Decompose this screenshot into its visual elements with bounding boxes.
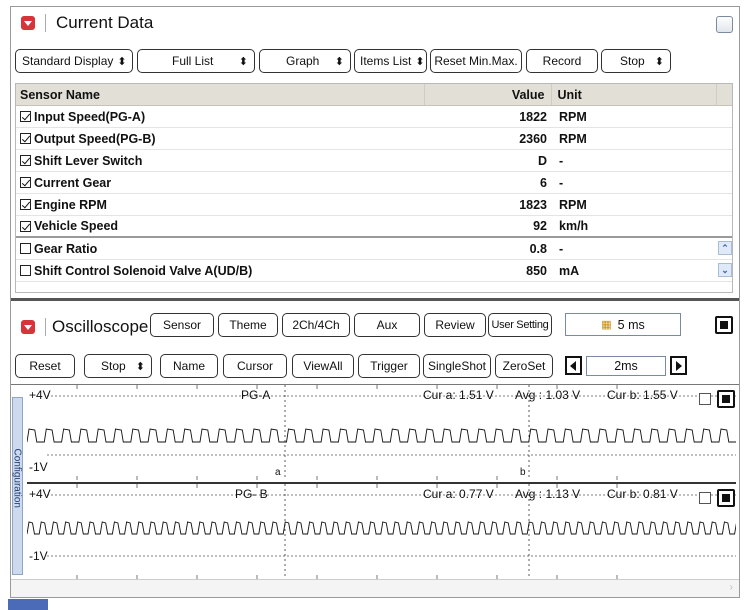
- sensor-value: 6: [540, 175, 547, 190]
- table-row[interactable]: [16, 260, 732, 282]
- window-option-checkbox[interactable]: [716, 16, 733, 33]
- review-button[interactable]: Review: [424, 313, 486, 337]
- column-header-unit[interactable]: Unit: [552, 84, 718, 105]
- cursor-a-readout: Cur a: 1.51 V: [423, 388, 494, 402]
- record-button[interactable]: Record: [526, 49, 598, 73]
- scroll-down-icon[interactable]: ⌄: [718, 263, 732, 277]
- row-checkbox[interactable]: [20, 243, 31, 254]
- theme-button[interactable]: Theme: [218, 313, 278, 337]
- average-readout: Avg : 1.03 V: [515, 388, 581, 402]
- sensor-unit: -: [559, 175, 564, 190]
- column-header-name[interactable]: Sensor Name: [16, 84, 425, 105]
- updown-icon: ⬍: [654, 55, 664, 68]
- channel-mode-button[interactable]: 2Ch/4Ch: [282, 313, 350, 337]
- oscilloscope-title: Oscilloscope: [52, 317, 149, 336]
- column-header-value[interactable]: Value: [425, 84, 552, 105]
- updown-icon: ⬍: [415, 55, 425, 68]
- standard-display-select[interactable]: Standard Display ⬍: [15, 49, 133, 73]
- sample-time-icon: ▦: [601, 319, 612, 331]
- current-data-header: [11, 7, 153, 39]
- oscilloscope-header: [11, 311, 148, 343]
- cursor-a-marker: a: [275, 467, 281, 478]
- sensor-unit: -: [559, 153, 564, 168]
- sensor-value: 2360: [519, 131, 547, 146]
- graph-select[interactable]: Graph ⬍: [259, 49, 351, 73]
- aux-button[interactable]: Aux: [354, 313, 420, 337]
- sample-time-display[interactable]: ▦ 5 ms: [565, 313, 681, 336]
- channel-a-checkbox[interactable]: [699, 393, 711, 405]
- sensor-name: Input Speed(PG-A): [34, 109, 146, 124]
- table-row[interactable]: [16, 106, 732, 128]
- cursor-button[interactable]: Cursor: [223, 354, 287, 378]
- current-data-title: Current Data: [56, 13, 154, 32]
- user-setting-button[interactable]: User Setting: [488, 313, 552, 337]
- channel-top-scale: +4V: [29, 388, 51, 402]
- channel-bottom-scale: -1V: [29, 549, 48, 563]
- stop-select[interactable]: Stop ⬍: [601, 49, 671, 73]
- divider: [45, 318, 46, 336]
- updown-icon: ⬍: [135, 360, 145, 373]
- viewall-button[interactable]: ViewAll: [292, 354, 354, 378]
- sensor-name: Output Speed(PG-B): [34, 131, 156, 146]
- timebase-display: 2ms: [586, 356, 666, 376]
- singleshot-button[interactable]: SingleShot: [423, 354, 491, 378]
- row-checkbox[interactable]: [20, 199, 31, 210]
- run-stop-button[interactable]: [715, 316, 733, 334]
- scroll-up-icon[interactable]: ⌃: [718, 241, 732, 255]
- channel-b-trace[interactable]: [27, 482, 736, 577]
- sensor-name: Gear Ratio: [34, 241, 98, 256]
- sensor-value: 1823: [519, 197, 547, 212]
- scope-display: [11, 384, 739, 579]
- cursor-a-readout: Cur a: 0.77 V: [423, 487, 494, 501]
- channel-b-checkbox[interactable]: [699, 492, 711, 504]
- cursor-b-marker: b: [520, 467, 526, 478]
- sensor-value: 92: [533, 219, 547, 233]
- collapse-icon[interactable]: [21, 320, 35, 334]
- sensor-unit: RPM: [559, 197, 587, 212]
- name-button[interactable]: Name: [160, 354, 218, 378]
- sensor-button[interactable]: Sensor: [150, 313, 214, 337]
- channel-bottom-scale: -1V: [29, 460, 48, 474]
- horizontal-scrollbar[interactable]: [11, 579, 739, 597]
- sensor-value: 0.8: [529, 241, 547, 256]
- collapse-icon[interactable]: [21, 16, 35, 30]
- full-list-select[interactable]: Full List ⬍: [137, 49, 255, 73]
- cursor-b-readout: Cur b: 1.55 V: [607, 388, 678, 402]
- sensor-unit: RPM: [559, 109, 587, 124]
- table-row[interactable]: [16, 150, 732, 172]
- channel-top-scale: +4V: [29, 487, 51, 501]
- table-header: [16, 84, 732, 106]
- row-checkbox[interactable]: [20, 265, 31, 276]
- cursor-b-readout: Cur b: 0.81 V: [607, 487, 678, 501]
- channel-a-trace[interactable]: [27, 385, 736, 480]
- scroll-right-icon[interactable]: ›: [729, 582, 733, 593]
- zeroset-button[interactable]: ZeroSet: [495, 354, 553, 378]
- table-row[interactable]: [16, 216, 732, 238]
- timebase-increase-icon[interactable]: [670, 356, 687, 375]
- panel-divider[interactable]: [11, 298, 739, 301]
- sensor-name: Vehicle Speed: [34, 219, 119, 233]
- sensor-name: Shift Control Solenoid Valve A(UD/B): [34, 263, 253, 278]
- sensor-name: Engine RPM: [34, 197, 107, 212]
- row-checkbox[interactable]: [20, 155, 31, 166]
- channel-b-stop-button[interactable]: [717, 489, 735, 507]
- waveform-trace: [27, 522, 736, 534]
- divider: [45, 14, 46, 32]
- updown-icon: ⬍: [238, 55, 248, 68]
- table-row[interactable]: [16, 172, 732, 194]
- taskbar-tab: [8, 599, 48, 610]
- sensor-unit: RPM: [559, 131, 587, 146]
- reset-minmax-button[interactable]: Reset Min.Max.: [430, 49, 522, 73]
- main-window: [10, 6, 740, 598]
- sensor-value: 1822: [519, 109, 547, 124]
- configuration-side-tab[interactable]: Configuration: [12, 397, 23, 575]
- sensor-unit: mA: [559, 263, 580, 278]
- sensor-value: 850: [526, 263, 547, 278]
- channel-a-stop-button[interactable]: [717, 390, 735, 408]
- scope-stop-select[interactable]: Stop ⬍: [84, 354, 152, 378]
- items-list-select[interactable]: Items List ⬍: [354, 49, 427, 73]
- waveform-trace: [27, 429, 736, 442]
- sensor-value: D: [537, 153, 547, 168]
- row-checkbox[interactable]: [20, 177, 31, 188]
- trigger-button[interactable]: Trigger: [358, 354, 420, 378]
- sensor-unit: km/h: [559, 219, 589, 233]
- row-checkbox[interactable]: [20, 221, 31, 232]
- updown-icon: ⬍: [117, 55, 127, 68]
- sensor-table: [15, 83, 733, 293]
- reset-button[interactable]: Reset: [15, 354, 75, 378]
- table-row[interactable]: [16, 128, 732, 150]
- sensor-name: Shift Lever Switch: [34, 153, 143, 168]
- row-checkbox[interactable]: [20, 133, 31, 144]
- channel-name: PG- B: [235, 487, 268, 501]
- sensor-name: Current Gear: [34, 175, 112, 190]
- table-row[interactable]: [16, 194, 732, 216]
- sensor-unit: -: [559, 241, 564, 256]
- average-readout: Avg : 1.13 V: [515, 487, 581, 501]
- row-checkbox[interactable]: [20, 111, 31, 122]
- updown-icon: ⬍: [334, 55, 344, 68]
- timebase-decrease-icon[interactable]: [565, 356, 582, 375]
- table-row[interactable]: [16, 238, 732, 260]
- channel-name: PG-A: [241, 388, 271, 402]
